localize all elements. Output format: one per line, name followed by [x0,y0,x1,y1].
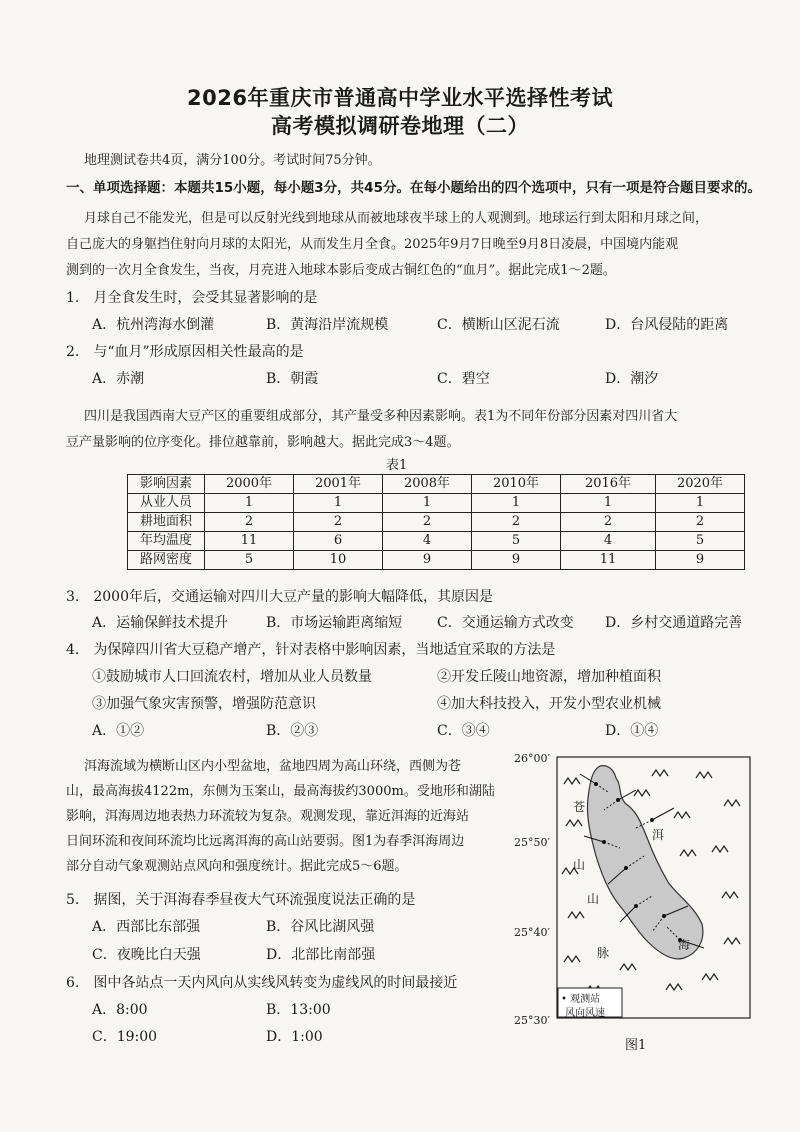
passage3-line4: 日间环流和夜间环流均比远离洱海的高山站要弱。图1为春季洱海周边 [66,834,465,849]
table-cell: 2 [656,513,745,532]
q2-option-d: D．潮汐 [605,371,659,387]
table-header-cell: 2016年 [561,475,656,494]
table-header-cell: 2020年 [656,475,745,494]
lat-label-2530: 25°30′ [514,1014,550,1027]
table-cell: 1 [656,494,745,513]
table-header-cell: 2010年 [472,475,561,494]
lat-label-2540: 25°40′ [514,926,550,939]
q4-option-d: D．①④ [605,723,659,739]
table-header-cell: 2000年 [205,475,294,494]
table-cell: 11 [561,551,656,570]
q6-option-a: A．8:00 [92,1002,148,1018]
q5-option-d: D．北部比南部强 [266,947,376,963]
figure-caption: 图1 [625,1038,647,1053]
lat-label-2550: 25°50′ [514,836,550,849]
q4-option-a: A．①② [92,723,145,739]
q1-stem: 1. 月全食发生时，会受其显著影响的是 [66,290,318,306]
table-header-cell: 2008年 [383,475,472,494]
q2-option-b: B．朝霞 [266,371,319,387]
q1-option-b: B．黄海沿岸流规模 [266,317,389,333]
q3-option-a: A．运输保鲜技术提升 [92,615,229,631]
q2-option-c: C．碧空 [437,371,490,387]
table-cell: 10 [294,551,383,570]
map-label-hai: 海 [678,938,691,952]
map-label-er: 洱 [652,828,665,842]
q3-option-d: D．乡村交通道路完善 [605,615,743,631]
map-label-mai: 脉 [597,946,610,960]
table-cell: 2 [383,513,472,532]
data-table [127,474,745,570]
table-cell: 11 [205,532,294,551]
table-cell: 2 [561,513,656,532]
passage1-line2: 自己庞大的身躯挡住射向月球的太阳光，从而发生月全食。2025年9月7日晚至9月8日凌晨，中国境内能观 [66,237,679,252]
section-heading: 一、单项选择题：本题共15小题，每小题3分，共45分。在每小题给出的四个选项中，只有一项是符合题目要求的。 [66,180,761,196]
q1-option-c: C．横断山区泥石流 [437,317,560,333]
passage2-line1: 四川是我国西南大豆产区的重要组成部分，其产量受多种因素影响。表1为不同年份部分因素对四川省大 [84,409,678,424]
table-cell: 5 [472,532,561,551]
passage3-line3: 影响，洱海周边地表热力环流较为复杂。观测发现，靠近洱海的近海站 [66,809,470,824]
table-row [128,532,745,551]
table-header-cell: 影响因素 [128,475,205,494]
map-label-cang: 苍 [573,800,586,814]
q4-option-b: B．②③ [266,723,319,739]
table-cell: 路网密度 [128,551,205,570]
table-cell: 9 [472,551,561,570]
q5-option-c: C．夜晚比白天强 [92,947,201,963]
q4-item-3: ③加强气象灾害预警，增强防范意识 [92,696,316,712]
erhai-map [556,756,752,1020]
passage3-line2: 山，最高海拔4122m，东侧为玉案山，最高海拔约3000m。受地形和湖陆 [66,784,495,799]
table-cell: 2 [205,513,294,532]
table-cell: 年均温度 [128,532,205,551]
q1-option-d: D．台风侵陆的距离 [605,317,729,333]
map-label-shan1: 山 [573,858,586,872]
q4-item-1: ①鼓励城市人口回流农村，增加从业人员数量 [92,669,372,685]
q2-option-a: A．赤潮 [92,371,145,387]
table-cell: 1 [561,494,656,513]
passage1-line1: 月球自己不能发光，但是可以反射光线到地球从而被地球夜半球上的人观测到。地球运行到太阳和月球之间， [84,211,709,226]
passage3-line5: 部分自动气象观测站点风向和强度统计。据此完成5～6题。 [66,859,408,874]
q5-option-a: A．西部比东部强 [92,919,201,935]
map-label-shan2: 山 [587,892,600,906]
exam-intro: 地理测试卷共4页，满分100分。考试时间75分钟。 [84,153,381,168]
exam-title-line1: 2026年重庆市普通高中学业水平选择性考试 [187,86,613,110]
q3-stem: 3. 2000年后，交通运输对四川大豆产量的影响大幅降低，其原因是 [66,589,493,605]
table-cell: 耕地面积 [128,513,205,532]
table-row [128,551,745,570]
table-cell: 5 [205,551,294,570]
q6-option-b: B．13:00 [266,1002,331,1018]
legend-station: • 观测站 [561,994,601,1005]
q5-option-b: B．谷风比湖风强 [266,919,375,935]
table-row [128,494,745,513]
table-cell: 1 [472,494,561,513]
q4-option-c: C．③④ [437,723,490,739]
q4-stem: 4. 为保障四川省大豆稳产增产，针对表格中影响因素，当地适宜采取的方法是 [66,642,556,658]
table-row [128,513,745,532]
table-cell: 从业人员 [128,494,205,513]
table-cell: 4 [383,532,472,551]
table-cell: 9 [383,551,472,570]
q6-option-c: C．19:00 [92,1029,158,1045]
q5-stem: 5. 据图，关于洱海春季昼夜大气环流强度说法正确的是 [66,892,416,908]
table-cell: 1 [294,494,383,513]
q2-stem: 2. 与“血月”形成原因相关性最高的是 [66,344,304,360]
table-cell: 2 [472,513,561,532]
table-cell: 1 [383,494,472,513]
q3-option-b: B．市场运输距离缩短 [266,615,403,631]
table-header-cell: 2001年 [294,475,383,494]
lat-label-2600: 26°00′ [514,752,550,765]
passage2-line2: 豆产量影响的位序变化。排位越靠前，影响越大。据此完成3～4题。 [66,435,460,450]
table-header-row [128,475,745,494]
table-cell: 6 [294,532,383,551]
q6-stem: 6. 图中各站点一天内风向从实线风转变为虚线风的时间最接近 [66,975,458,991]
table-cell: 2 [294,513,383,532]
q4-item-4: ④加大科技投入，开发小型农业机械 [437,696,661,712]
legend-wind: 风向风速 [565,1008,605,1019]
q4-item-2: ②开发丘陵山地资源，增加种植面积 [437,669,661,685]
exam-title-line2: 高考模拟调研卷地理（二） [271,114,529,138]
table-cell: 4 [561,532,656,551]
table-caption: 表1 [386,458,408,473]
table-cell: 9 [656,551,745,570]
q1-option-a: A．杭州湾海水倒灌 [92,317,215,333]
q6-option-d: D．1:00 [266,1029,323,1045]
q3-option-c: C．交通运输方式改变 [437,615,574,631]
table-cell: 5 [656,532,745,551]
table-cell: 1 [205,494,294,513]
passage1-line3: 测到的一次月全食发生，当夜，月亮进入地球本影后变成古铜红色的“血月”。据此完成1～2题。 [66,263,616,278]
passage3-line1: 洱海流域为横断山区内小型盆地，盆地四周为高山环绕，西侧为苍 [84,759,462,774]
